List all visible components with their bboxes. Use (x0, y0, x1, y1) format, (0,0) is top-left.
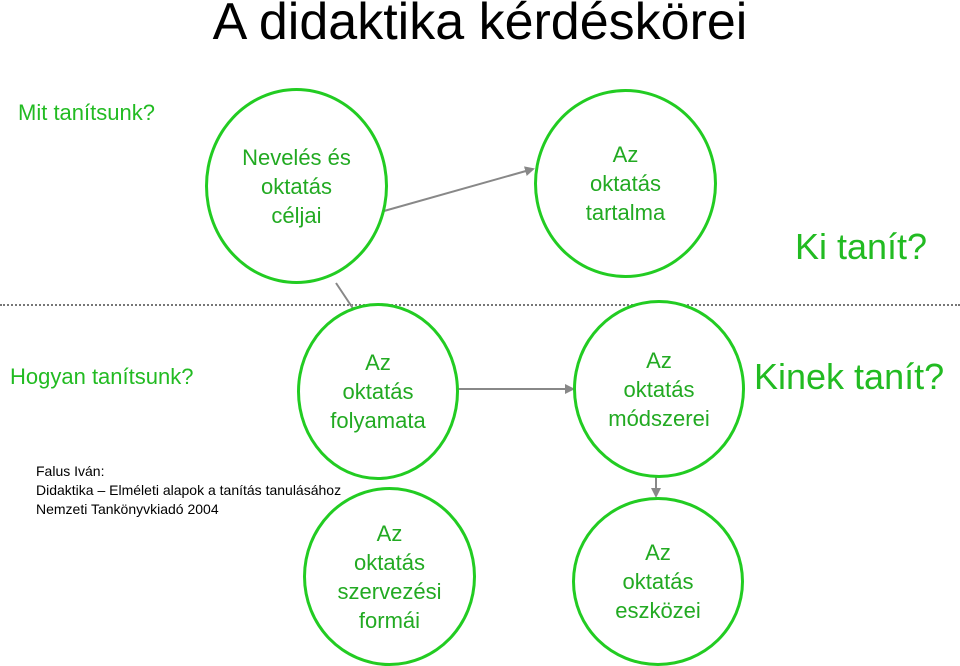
node-methods (573, 300, 745, 478)
question-how: Hogyan tanítsunk? (10, 364, 194, 389)
node-content (534, 89, 717, 278)
arrow-goals-to-content (384, 169, 533, 211)
node-tools-label: Az oktatás eszközei (615, 540, 701, 623)
reference-block (36, 462, 341, 519)
node-content-label: Az oktatás tartalma (585, 142, 666, 225)
reference-book: Didaktika – Elméleti alapok a tanítás tanulásához (36, 482, 342, 498)
node-tools (572, 497, 744, 666)
reference-author: Falus Iván: (36, 463, 105, 479)
node-process-label: Az oktatás folyamata (330, 350, 426, 433)
node-methods-label: Az oktatás módszerei (608, 347, 710, 431)
question-who: Ki tanít? (795, 226, 928, 267)
node-goals (205, 88, 388, 284)
node-forms-label: Az oktatás szervezési formái (337, 520, 442, 633)
page-title: A didaktika kérdéskörei (212, 0, 748, 51)
question-what: Mit tanítsunk? (18, 100, 155, 125)
reference-publisher: Nemzeti Tankönyvkiadó 2004 (36, 501, 219, 517)
node-process (297, 303, 459, 480)
question-whom: Kinek tanít? (754, 356, 945, 397)
node-goals-label: Nevelés és oktatás céljai (242, 144, 351, 228)
